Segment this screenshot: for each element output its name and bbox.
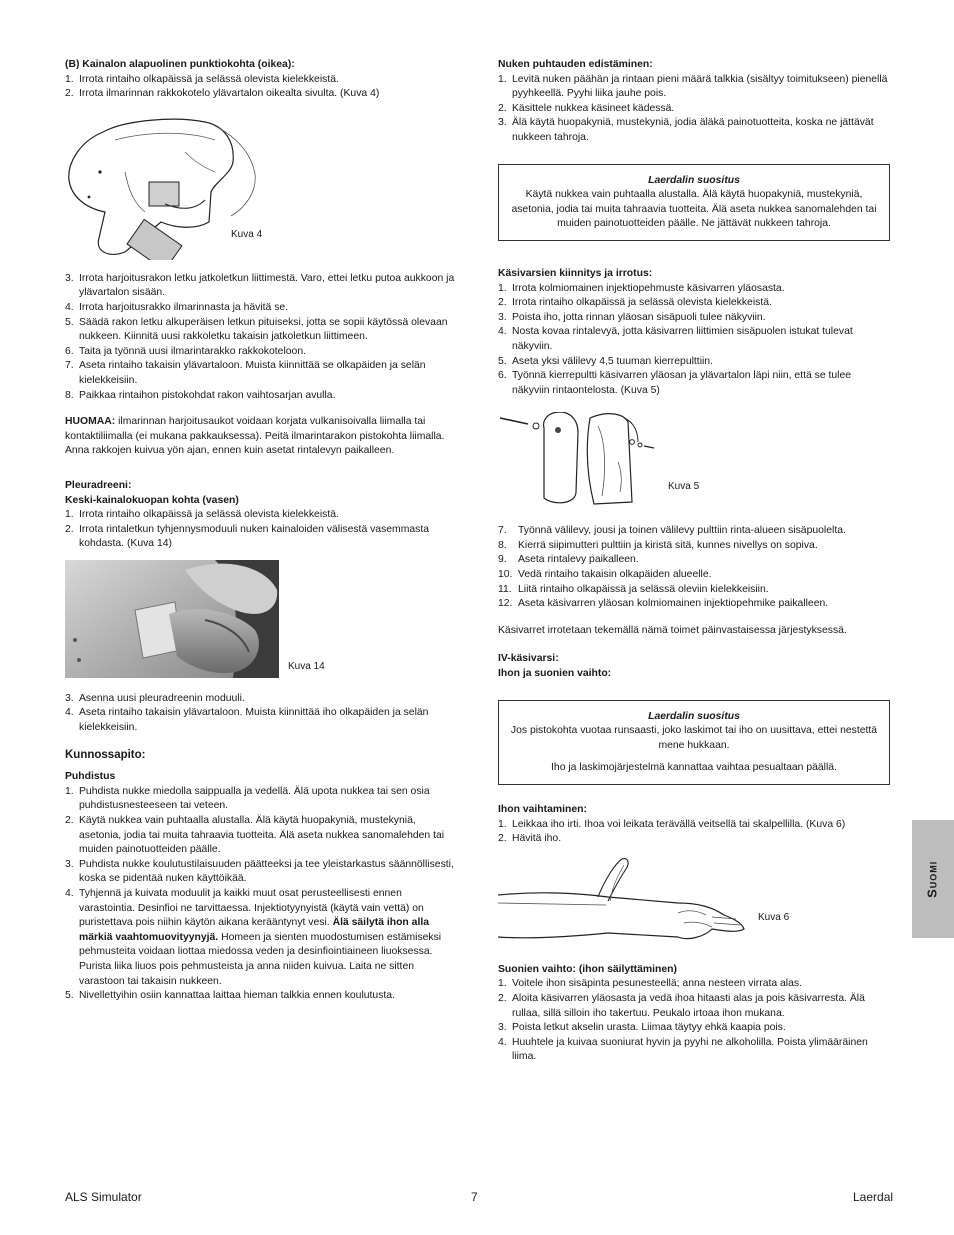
recommendation-text: Iho ja laskimojärjestelmä kannattaa vaihtaa pesualtaan päällä.: [551, 762, 837, 774]
list-item-text: Puhdista nukke koulutustilaisuuden päätteeksi ja tee yleistarkastus säännöllisesti, koska se pidentää nuken käyttöikää.: [79, 858, 454, 885]
list-item: [498, 282, 890, 297]
list-item-number: 3.: [498, 311, 507, 323]
recommendation-text: Käytä nukkea vain puhtaalla alustalla. Älä käytä huopakyniä, mustekyniä, asetonia, jodia tai muita tahraavia tuotteita. Älä aseta nukkea sanomalehden tai muiden painotuotteiden päälle. Ne jättävät nukkeen tahroja.: [511, 189, 877, 230]
recommendation-box: [498, 700, 890, 785]
list-item-number: 2.: [498, 992, 507, 1004]
pleura-drain-photo: [65, 560, 279, 678]
list-item: [498, 832, 890, 847]
list-item-number: 2.: [498, 833, 507, 845]
numbered-list: [65, 272, 460, 403]
list-item-number: 1.: [498, 282, 507, 294]
section-subtitle: Keski-kainalokuopan kohta (vasen): [65, 494, 239, 506]
list-item-text: Paikkaa rintaihon pistokohdat rakon vaihtosarjan avulla.: [79, 389, 336, 401]
footer-left: ALS Simulator: [65, 1190, 142, 1204]
list-item-text: Nivellettyihin osiin kannattaa laittaa hieman talkkia ennen koulutusta.: [79, 990, 395, 1002]
list-item: [65, 345, 460, 360]
page-number: 7: [471, 1190, 478, 1204]
list-item: [65, 692, 460, 707]
list-item-number: 2.: [65, 88, 74, 100]
recommendation-text: Jos pistokohta vuotaa runsaasti, joko laskimot tai iho on uusittava, ettei nestettä mene hukkaan.: [510, 725, 878, 751]
list-item-number: 2.: [65, 815, 74, 827]
list-item-number: 7.: [498, 525, 507, 537]
list-item-number: 3.: [65, 272, 74, 284]
recommendation-title: Laerdalin suositus: [648, 174, 740, 186]
list-item-text: Työnnä välilevy, jousi ja toinen välilevy pulttiin rinta-alueen sisäpuolelta.: [518, 525, 846, 537]
list-item-text: Säädä rakon letku alkuperäisen letkun pituiseksi, jotta se sopii käytössä olevaan nukkeen. Kiinnitä uusi rakkoletku takaisin jatkoletkun liittimeen.: [79, 316, 448, 343]
numbered-list: [65, 73, 460, 102]
section-title: Suonien vaihto: (ihon säilyttäminen): [498, 963, 677, 975]
list-item-number: 4.: [498, 326, 507, 338]
paragraph: Käsivarret irrotetaan tekemällä nämä toimet päinvastaisessa järjestyksessä.: [498, 624, 847, 636]
iv-arm-illustration: [498, 857, 748, 949]
list-item-number: 8.: [65, 389, 74, 401]
list-item-text: Puhdista nukke miedolla saippualla ja vedellä. Älä upota nukkea tai sen osia puhdistusnesteeseen tai veteen.: [79, 785, 430, 812]
section-heading: Kunnossapito:: [65, 748, 146, 761]
list-item: [498, 355, 890, 370]
list-item: [498, 524, 890, 539]
list-item: [65, 508, 460, 523]
numbered-list: [498, 73, 890, 146]
list-item-text: Irrota ilmarinnan rakkokotelo ylävartalon oikealta sivulta. (Kuva 4): [79, 88, 380, 100]
list-item-text: Työnnä kierrepultti käsivarren yläosan ja ylävartalon läpi niin, että se tulee näkyviin rintaontelosta. (Kuva 5): [512, 370, 852, 396]
list-item-text: Käsittele nukkea käsineet kädessä.: [512, 102, 675, 114]
list-item-number: 2.: [498, 102, 507, 114]
list-item: [498, 369, 890, 398]
list-item: [65, 272, 460, 301]
figure-caption: Kuva 4: [231, 228, 263, 240]
numbered-list: [498, 818, 890, 847]
list-item-text: Älä käytä huopakyniä, mustekyniä, jodia äläkä painotuotteita, koska ne jättävät nukkeen tahroja.: [512, 117, 874, 143]
list-item-text: Irrota rintaiho olkapäissä ja selässä olevista kielekkeistä.: [512, 297, 772, 309]
footer-right: Laerdal: [853, 1190, 894, 1204]
numbered-list: [65, 508, 460, 552]
numbered-list: [498, 524, 890, 612]
list-item-number: 2.: [65, 523, 74, 535]
list-item: [498, 1021, 890, 1036]
numbered-list: [498, 282, 890, 399]
numbered-list: [65, 692, 460, 736]
list-item-text: Irrota kolmiomainen injektiopehmuste käsivarren yläosasta.: [512, 282, 785, 294]
list-item-text: Taita ja työnnä uusi ilmarintarakko rakkokoteloon.: [79, 345, 306, 357]
list-item-number: 3.: [498, 1022, 507, 1034]
list-item-text: Irrota harjoitusrakko ilmarinnasta ja hävitä se.: [79, 301, 289, 313]
list-item: [498, 992, 890, 1021]
list-item-number: 4.: [65, 301, 74, 313]
section-subtitle: Puhdistus: [65, 771, 116, 783]
arm-bolt-illustration: [498, 412, 668, 508]
list-item-text: Tyhjennä ja kuivata moduulit ja kaikki muut osat perusteellisesti ennen varastointia. Desinfioi ne tarvittaessa. Injektiotyynyistä (käytä vain vettä) on puristettava pois niihin käytön aikana kerääntynyt vesi.: [79, 888, 424, 929]
list-item-text: Irrota rintaletkun tyhjennysmoduuli nuken kainaloiden välisestä vasemmasta kohdasta. (Kuva 14): [79, 523, 430, 550]
list-item-text: Aseta yksi välilevy 4,5 tuuman kierrepulttiin.: [512, 355, 713, 367]
list-item: [65, 87, 460, 102]
list-item-text: Aseta rintaiho takaisin ylävartaloon. Muista kiinnittää iho olkapäiden ja selän kielekkeisiin.: [79, 707, 429, 734]
list-item-text: Huuhtele ja kuivaa suoniurat hyvin ja pyyhi ne alkoholilla. Poista ylimääräinen liima.: [512, 1036, 868, 1063]
list-item-number: 1.: [498, 978, 507, 990]
list-item: [65, 523, 460, 552]
list-item-number: 1.: [498, 73, 507, 85]
section-title: Pleuradreeni:: [65, 479, 132, 491]
list-item-text: Levitä nuken päähän ja rintaan pieni määrä talkkia (sisältyy toimitukseen) pienellä pyyhkeellä. Pyyhi liika jauhe pois.: [512, 73, 888, 100]
list-item-text: Kierrä siipimutteri pulttiin ja kiristä sitä, kunnes nivellys on sopiva.: [518, 539, 818, 551]
list-item-number: 1.: [498, 818, 507, 830]
list-item-text: Aseta rintaiho takaisin ylävartaloon. Muista kiinnittää se olkapäiden ja selän kielekkeisiin.: [79, 360, 426, 386]
list-item-number: 6.: [498, 370, 507, 382]
list-item-text: Irrota rintaiho olkapäissä ja selässä olevista kielekkeistä.: [79, 509, 339, 521]
list-item-number: 11.: [498, 583, 512, 595]
list-item: [498, 539, 890, 554]
right-column: [498, 58, 890, 1065]
list-item-number: 3.: [65, 858, 74, 870]
recommendation-box: [498, 164, 890, 241]
note-text: ilmarinnan harjoitusaukot voidaan korjata vulkanisoivalla liimalla tai kontaktiliimalla (ei mukana pakkauksessa). Peitä ilmarintarakon pistokohta liimalla. Anna rakkojen kuivua yön ajan, ennen kuin asetat rintalevyn paikalleen.: [65, 416, 445, 457]
numbered-list: [65, 887, 460, 1004]
list-item: [498, 583, 890, 598]
language-tab: [912, 820, 954, 938]
list-item-number: 12.: [498, 598, 513, 610]
list-item-emphasis: Älä säilytä ihon alla märkiä vaahtomuovityynyjä.: [79, 917, 430, 943]
list-item-text: Vedä rintaiho takaisin olkapäiden alueelle.: [518, 569, 712, 581]
list-item: [498, 325, 890, 354]
language-tab-label: Suomi: [924, 860, 940, 898]
figure-caption: Kuva 14: [288, 660, 325, 672]
figure-kuva-6: [498, 857, 890, 953]
list-item-number: 5.: [65, 316, 74, 328]
section-title: Käsivarsien kiinnitys ja irrotus:: [498, 267, 653, 279]
numbered-list: [65, 785, 460, 887]
list-item: [498, 818, 890, 833]
note-label: HUOMAA:: [65, 416, 116, 428]
list-item: [65, 73, 460, 88]
list-item: [65, 359, 460, 388]
list-item-number: 4.: [65, 707, 74, 719]
list-item-text: Leikkaa iho irti. Ihoa voi leikata terävällä veitsellä tai skalpellilla. (Kuva 6): [512, 818, 846, 830]
section-subtitle: Ihon ja suonien vaihto:: [498, 668, 612, 680]
list-item-number: 5.: [498, 355, 507, 367]
figure-kuva-14: [65, 560, 460, 682]
list-item: [498, 311, 890, 326]
list-item: [498, 977, 890, 992]
list-item: [498, 1036, 890, 1065]
list-item-number: 7.: [65, 360, 74, 372]
section-title: (B) Kainalon alapuolinen punktiokohta (oikea):: [65, 59, 295, 70]
list-item: 4. Tyhjennä ja kuivata moduulit ja kaikki muut osat perusteellisesti ennen varastointia. Desinfioi ne tarvittaessa. Injektiotyynyistä (käytä vain vettä) on puristettava pois niihin käytön aikana kerääntynyt vesi. Älä säilytä ihon alla märkiä vaahtomuovityynyjä. Homeen ja sienten muodostumisen estämiseksi pehmusteita voidaan liottaa miedossa veden ja desinfiointiaineen liuoksessa. Purista liika liuos pois pehmusteista ja anna niiden kuivua. Laita ne sitten varastoon tai takaisin nukkeen.: [65, 888, 442, 987]
list-item-text: Irrota harjoitusrakon letku jatkoletkun liittimestä. Varo, ettei letku putoa aukkoon ja ylävartalon sisään.: [79, 272, 455, 299]
figure-kuva-4: [65, 112, 460, 262]
section-title: IV-käsivarsi:: [498, 653, 559, 665]
list-item-number: 1.: [65, 73, 74, 85]
list-item: [498, 553, 890, 568]
list-item-number: 1.: [65, 509, 74, 521]
list-item-number: 9.: [498, 554, 507, 566]
list-item-text: Aseta käsivarren yläosan kolmiomainen injektiopehmike paikalleen.: [518, 598, 829, 610]
list-item-number: 6.: [65, 345, 74, 357]
list-item-number: 3.: [498, 117, 507, 129]
list-item: [65, 814, 460, 858]
list-item-number: 1.: [65, 785, 74, 797]
list-item: [65, 706, 460, 735]
figure-caption: Kuva 5: [668, 481, 700, 493]
list-item: [498, 597, 890, 612]
list-item: [498, 116, 890, 145]
list-item: [498, 73, 890, 102]
list-item-number: 3.: [65, 692, 74, 704]
list-item-text: Poista iho, jotta rinnan yläosan sisäpuoli tulee näkyviin.: [512, 311, 766, 323]
list-item: [65, 301, 460, 316]
figure-caption: Kuva 6: [758, 911, 790, 923]
list-item-text: Irrota rintaiho olkapäissä ja selässä olevista kielekkeistä.: [79, 73, 339, 85]
list-item-text: Asenna uusi pleuradreenin moduuli.: [79, 692, 245, 704]
list-item-number: 4.: [498, 1036, 507, 1048]
list-item-number: 8.: [498, 539, 507, 551]
recommendation-title: Laerdalin suositus: [648, 710, 740, 722]
numbered-list: [498, 977, 890, 1065]
list-item: [498, 296, 890, 311]
note-paragraph: [65, 415, 460, 459]
list-item-text: Voitele ihon sisäpinta pesunesteellä; anna nesteen virrata alas.: [512, 978, 802, 990]
list-item: [498, 102, 890, 117]
list-item: [498, 568, 890, 583]
list-item-text: Homeen ja sienten muodostumisen estämiseksi pehmusteita voidaan liottaa miedossa veden ja desinfiointiaineen liuoksessa. Purista liika liuos pois pehmusteista ja anna niiden kuivua. Laita ne sitten varastoon tai takaisin nukkeen.: [79, 931, 442, 987]
list-item: [65, 858, 460, 887]
list-item: [65, 785, 460, 814]
list-item-text: Aloita käsivarren yläosasta ja vedä ihoa hitaasti alas ja pois käsivarresta. Älä rullaa, sillä silloin iho takertuu. Peukalo irtoaa ihon mukana.: [512, 992, 865, 1019]
list-item-text: Poista letkut akselin urasta. Liimaa täytyy ehkä kaapia pois.: [512, 1022, 786, 1034]
list-item-text: Hävitä iho.: [512, 833, 562, 845]
list-item: 5. Nivellettyihin osiin kannattaa laittaa hieman talkkia ennen koulutusta.: [65, 990, 395, 1002]
list-item-text: Nosta kovaa rintalevyä, jotta käsivarren liittimien sisäpuolen istukat tulevat näkyviin.: [512, 326, 853, 352]
list-item: [65, 316, 460, 345]
list-item-text: Aseta rintalevy paikalleen.: [518, 554, 639, 566]
section-title: Ihon vaihtaminen:: [498, 804, 587, 815]
list-item-text: Käytä nukkea vain puhtaalla alustalla. Älä käytä huopakyniä, mustekyniä, asetonia, jodia tai muita tahraavia tuotteita. Älä aseta nukkea sanomalehden tai muiden painotuotteiden päälle.: [79, 815, 445, 856]
list-item: [65, 389, 460, 404]
list-item-number: 2.: [498, 297, 507, 309]
figure-kuva-5: [498, 412, 890, 514]
section-title: Nuken puhtauden edistäminen:: [498, 59, 653, 70]
list-item-number: 10.: [498, 569, 513, 581]
list-item-text: Liitä rintaiho olkapäissä ja selässä oleviin kielekkeisiin.: [518, 583, 769, 595]
left-column: [65, 58, 460, 1004]
